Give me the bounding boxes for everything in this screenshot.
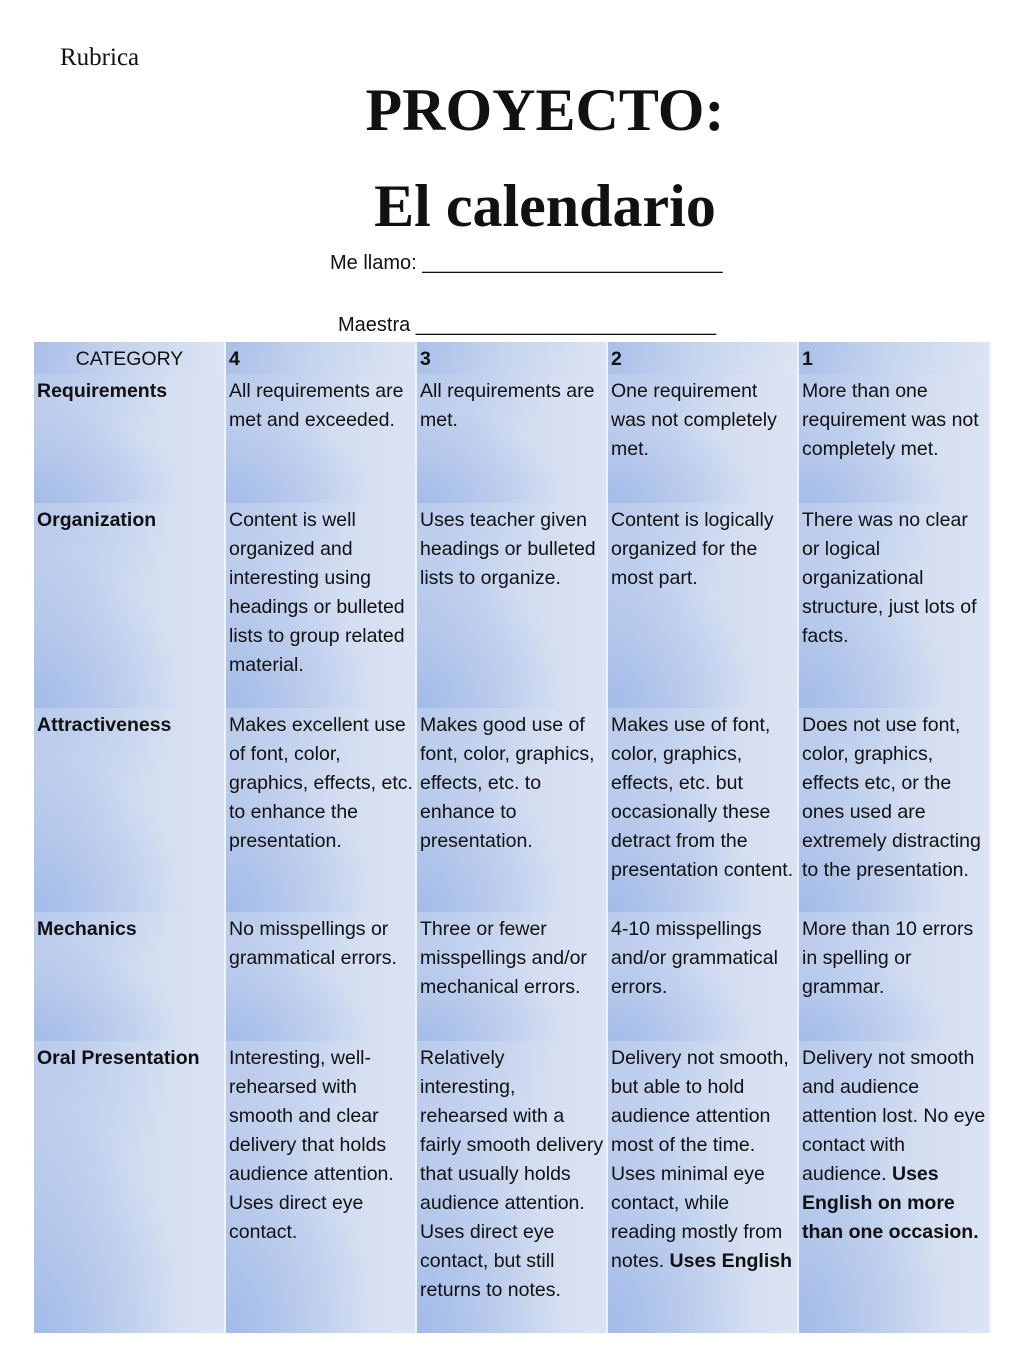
category-cell: Mechanics bbox=[34, 912, 225, 1041]
header-score-3: 3 bbox=[416, 342, 607, 374]
header-score-4: 4 bbox=[225, 342, 416, 374]
header-score-1: 1 bbox=[798, 342, 990, 374]
category-cell: Requirements bbox=[34, 374, 225, 503]
criteria-cell bbox=[416, 374, 607, 503]
criteria-text: One requirement was not completely met. bbox=[611, 380, 777, 460]
criteria-bold-text: Uses English on more than one occasion. bbox=[802, 1163, 979, 1243]
criteria-cell bbox=[416, 503, 607, 708]
criteria-text: All requirements are met and exceeded. bbox=[229, 380, 404, 431]
table-row bbox=[34, 912, 990, 1041]
criteria-text: Makes good use of font, color, graphics, effects, etc. to enhance to presentation. bbox=[420, 714, 595, 852]
criteria-cell bbox=[798, 374, 990, 503]
criteria-cell bbox=[225, 708, 416, 912]
criteria-text: Interesting, well-rehearsed with smooth and clear delivery that holds audience attention. Uses direct eye contact. bbox=[229, 1047, 394, 1243]
criteria-text: Three or fewer misspellings and/or mechanical errors. bbox=[420, 918, 587, 998]
criteria-cell bbox=[798, 708, 990, 912]
criteria-cell bbox=[225, 1041, 416, 1333]
criteria-text: Makes excellent use of font, color, graphics, effects, etc. to enhance the presentation. bbox=[229, 714, 413, 852]
criteria-cell bbox=[225, 912, 416, 1041]
criteria-text: There was no clear or logical organizational structure, just lots of facts. bbox=[802, 509, 977, 647]
category-cell: Attractiveness bbox=[34, 708, 225, 912]
criteria-cell bbox=[416, 1041, 607, 1333]
criteria-cell bbox=[607, 912, 798, 1041]
criteria-cell bbox=[225, 503, 416, 708]
header-row bbox=[34, 342, 990, 374]
header-category: CATEGORY bbox=[34, 342, 225, 374]
criteria-text: Content is logically organized for the most part. bbox=[611, 509, 774, 589]
rubric-table bbox=[34, 342, 991, 1333]
criteria-text: All requirements are met. bbox=[420, 380, 595, 431]
criteria-bold-text: Uses English bbox=[669, 1250, 793, 1272]
criteria-text: More than 10 errors in spelling or grammar. bbox=[802, 918, 974, 998]
criteria-text: Delivery not smooth and audience attention lost. No eye contact with audience. bbox=[802, 1047, 986, 1185]
criteria-text: Does not use font, color, graphics, effects etc, or the ones used are extremely distracting to the presentation. bbox=[802, 714, 981, 881]
criteria-cell bbox=[607, 708, 798, 912]
criteria-cell bbox=[225, 374, 416, 503]
criteria-cell bbox=[798, 1041, 990, 1333]
criteria-text: Delivery not smooth, but able to hold audience attention most of the time. Uses minimal eye contact, while reading mostly from notes. bbox=[611, 1047, 789, 1272]
criteria-cell bbox=[607, 503, 798, 708]
criteria-text: Content is well organized and interesting using headings or bulleted lists to group related material. bbox=[229, 509, 405, 676]
criteria-text: Makes use of font, color, graphics, effects, etc. but occasionally these detract from the presentation content. bbox=[611, 714, 794, 881]
table-row bbox=[34, 374, 990, 503]
criteria-text: No misspellings or grammatical errors. bbox=[229, 918, 397, 969]
criteria-cell bbox=[607, 374, 798, 503]
name-field[interactable]: Me llamo: ___________________________ bbox=[330, 252, 723, 274]
criteria-text: 4-10 misspellings and/or grammatical errors. bbox=[611, 918, 778, 998]
table-row bbox=[34, 1041, 990, 1333]
teacher-field[interactable]: Maestra ___________________________ bbox=[338, 314, 717, 336]
header-score-2: 2 bbox=[607, 342, 798, 374]
table-row bbox=[34, 708, 990, 912]
criteria-cell bbox=[798, 503, 990, 708]
category-cell: Oral Presentation bbox=[34, 1041, 225, 1333]
criteria-cell bbox=[416, 708, 607, 912]
category-cell: Organization bbox=[34, 503, 225, 708]
criteria-cell bbox=[416, 912, 607, 1041]
criteria-cell bbox=[798, 912, 990, 1041]
criteria-cell bbox=[607, 1041, 798, 1333]
title-line-1: PROYECTO: bbox=[365, 77, 725, 143]
criteria-text: Relatively interesting, rehearsed with a fairly smooth delivery that usually holds audience attention. Uses direct eye contact, but still returns to notes. bbox=[420, 1047, 604, 1301]
criteria-text: More than one requirement was not completely met. bbox=[802, 380, 979, 460]
table-row bbox=[34, 503, 990, 708]
criteria-text: Uses teacher given headings or bulleted lists to organize. bbox=[420, 509, 596, 589]
document-label: Rubrica bbox=[60, 44, 140, 71]
title-line-2: El calendario bbox=[374, 173, 716, 239]
